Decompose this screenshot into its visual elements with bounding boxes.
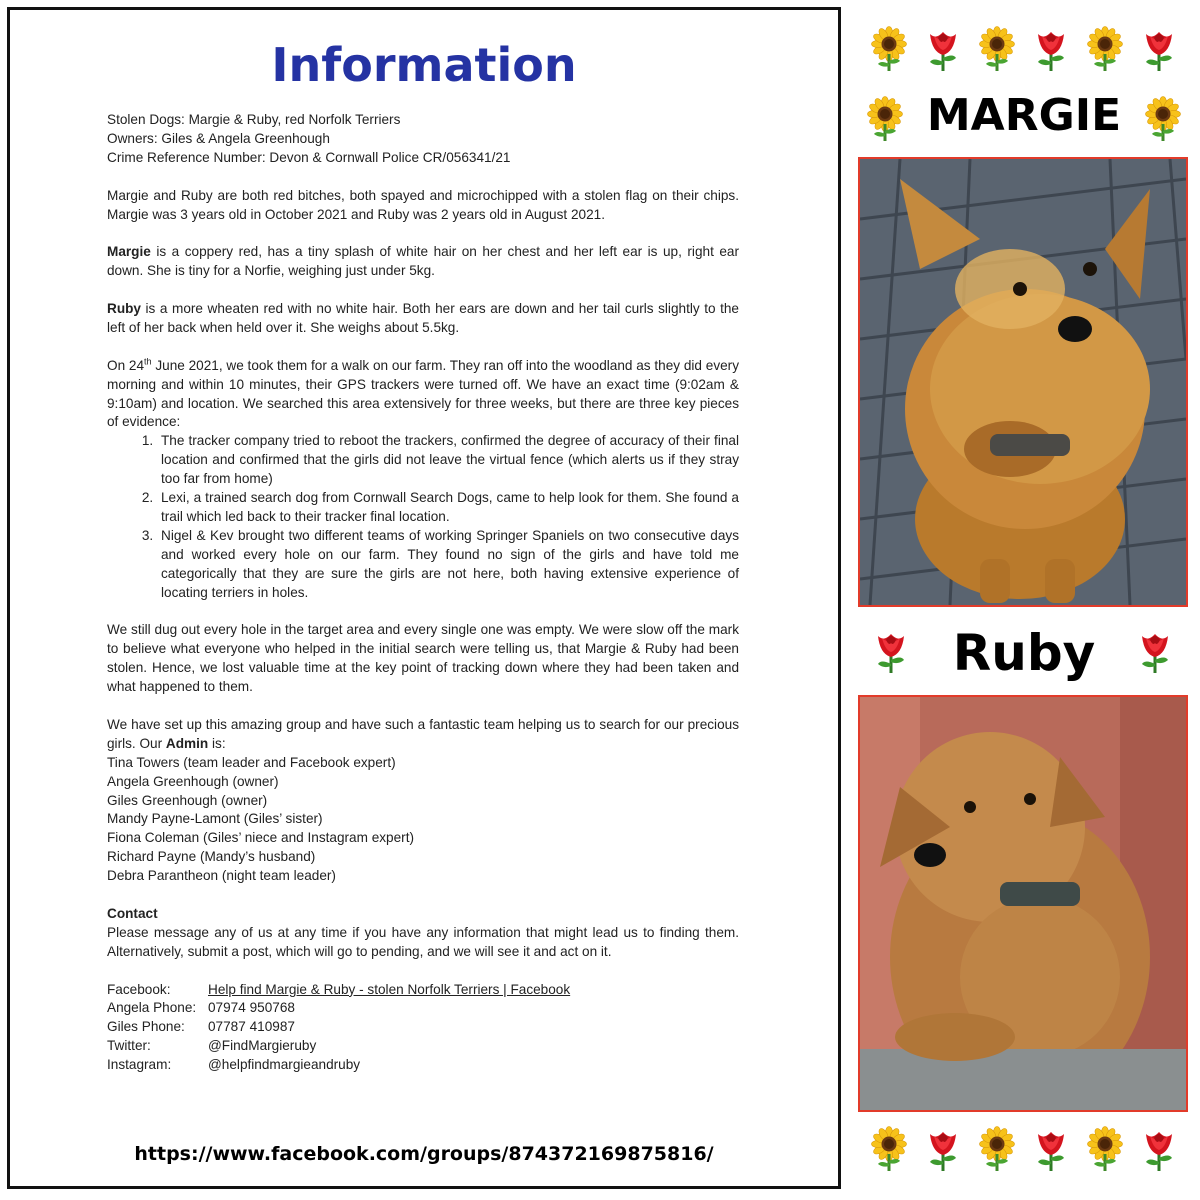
dug-out-paragraph: We still dug out every hole in the target area and every single one was empty. We were slow off the mark to believe what everyone who helped in the initial search were telling us, that Margie & Ruby had been stolen. Hence, we lost valuable time at the key point of tracking down where they had been taken and what happened to them. xyxy=(107,622,739,695)
ruby-paragraph xyxy=(107,300,739,338)
contact-value: @helpfindmargieandruby xyxy=(208,1057,361,1073)
sunflower-icon xyxy=(1140,96,1186,142)
group-paragraph xyxy=(107,716,739,754)
contact-label: Angela Phone: xyxy=(107,1000,197,1016)
sunflower-icon xyxy=(866,1126,912,1172)
rose-icon xyxy=(920,1126,966,1172)
evidence-item: 3. Nigel & Kev brought two different teams of working Springer Spaniels on two consecutive days and worked every hole on our farm. They found no sign of the girls and have told me categorically that they are sure the girls are not here, both having extensive experience of locating terriers in holes. xyxy=(157,527,739,603)
sunflower-icon xyxy=(866,26,912,72)
admin-list-item: Debra Parantheon (night team leader) xyxy=(107,868,336,884)
contact-paragraph: Please message any of us at any time if you have any information that might lead us to finding them. Alternatively, submit a post, which will go to pending, and we will see it and act on it. xyxy=(107,924,739,959)
group-text: We have set up this amazing group and have such a fantastic team helping us to search for our precious girls. Our xyxy=(107,716,739,751)
admin-list-item: Giles Greenhough (owner) xyxy=(107,792,268,808)
contact-heading: Contact xyxy=(107,905,158,921)
rose-icon xyxy=(1136,1126,1182,1172)
admin-list-item: Fiona Coleman (Giles’ niece and Instagram expert) xyxy=(107,830,415,846)
contact-value: 07974 950768 xyxy=(208,1000,295,1016)
facebook-group-url[interactable]: https://www.facebook.com/groups/874372169875816/ xyxy=(134,1143,714,1165)
group-text-end: is: xyxy=(208,735,226,751)
ruby-name: Ruby xyxy=(107,301,141,317)
intro-paragraph: Margie and Ruby are both red bitches, both spayed and microchipped with a stolen flag on their chips. Margie was 3 years old in October 2021 and Ruby was 2 years old in August 2021. xyxy=(107,187,739,222)
story-text: June 2021, we took them for a walk on our farm. They ran off into the woodland as they did every morning and within 10 minutes, their GPS trackers were turned off. We have an exact time (9:02am & 9:10am) and location. We searched this area extensively for three weeks, but there are three key pieces of evidence: xyxy=(107,357,740,430)
contact-label: Instagram: xyxy=(107,1057,172,1073)
ruby-label: Ruby xyxy=(952,624,1096,682)
rose-icon xyxy=(1132,628,1178,674)
document-body xyxy=(107,111,739,1075)
evidence-item: 1. The tracker company tried to reboot the trackers, confirmed the degree of accuracy of their final location and confirmed that the girls did not leave the virtual fence (which alerts us if they stray too far from home) xyxy=(157,432,739,489)
admin-list-item: Mandy Payne-Lamont (Giles’ sister) xyxy=(107,811,323,827)
ruby-description: is a more wheaten red with no white hair. Both her ears are down and her tail curls slightly to the left of her back when held over it. She weighs about 5.5kg. xyxy=(107,301,739,335)
story-date-suffix: th xyxy=(144,356,152,367)
rose-icon xyxy=(1136,26,1182,72)
admin-list-item: Angela Greenhough (owner) xyxy=(107,773,279,789)
margie-photo xyxy=(858,157,1188,607)
sunflower-icon xyxy=(974,26,1020,72)
contact-row-instagram xyxy=(107,1056,739,1075)
rose-icon xyxy=(1028,1126,1074,1172)
sunflower-icon xyxy=(1082,26,1128,72)
margie-label: MARGIE xyxy=(926,90,1122,141)
contact-row-facebook xyxy=(107,981,739,1000)
header-line-crime-ref: Crime Reference Number: Devon & Cornwall Police CR/056341/21 xyxy=(107,149,511,165)
contact-value: 07787 410987 xyxy=(208,1019,295,1035)
flower-row-top xyxy=(848,26,1200,72)
contact-row-twitter xyxy=(107,1037,739,1056)
sunflower-icon xyxy=(974,1126,1020,1172)
contact-row-giles-phone xyxy=(107,1018,739,1037)
admin-list-item: Tina Towers (team leader and Facebook expert) xyxy=(107,754,396,770)
contact-row-angela-phone xyxy=(107,999,739,1018)
story-date: On 24 xyxy=(107,357,145,373)
contact-value: @FindMargieruby xyxy=(208,1038,317,1054)
contact-label: Twitter: xyxy=(107,1038,151,1054)
facebook-link[interactable]: Help find Margie & Ruby - stolen Norfolk Terriers | Facebook xyxy=(208,981,571,997)
sunflower-icon xyxy=(1082,1126,1128,1172)
ruby-photo xyxy=(858,695,1188,1112)
information-document xyxy=(7,7,841,1189)
evidence-list xyxy=(107,432,739,602)
header-line-owners: Owners: Giles & Angela Greenhough xyxy=(107,130,330,146)
evidence-item: 2. Lexi, a trained search dog from Cornwall Search Dogs, came to help look for them. She found a trail which led back to their tracker final location. xyxy=(157,489,739,527)
admin-label: Admin xyxy=(165,735,209,751)
margie-description: is a coppery red, has a tiny splash of white hair on her chest and her left ear is up, right ear down. She is tiny for a Norfie, weighing just under 5kg. xyxy=(107,244,739,279)
margie-paragraph xyxy=(107,243,739,281)
photo-panel xyxy=(848,0,1200,1200)
rose-icon xyxy=(920,26,966,72)
document-title: Information xyxy=(271,38,577,92)
margie-name: Margie xyxy=(107,244,151,260)
header-line-dogs: Stolen Dogs: Margie & Ruby, red Norfolk Terriers xyxy=(107,112,401,127)
contact-label: Facebook: xyxy=(107,981,171,997)
contact-label: Giles Phone: xyxy=(107,1019,185,1035)
story-paragraph xyxy=(107,357,739,433)
rose-icon xyxy=(1028,26,1074,72)
flower-row-bottom xyxy=(848,1126,1200,1172)
admin-list-item: Richard Payne (Mandy’s husband) xyxy=(107,849,316,865)
